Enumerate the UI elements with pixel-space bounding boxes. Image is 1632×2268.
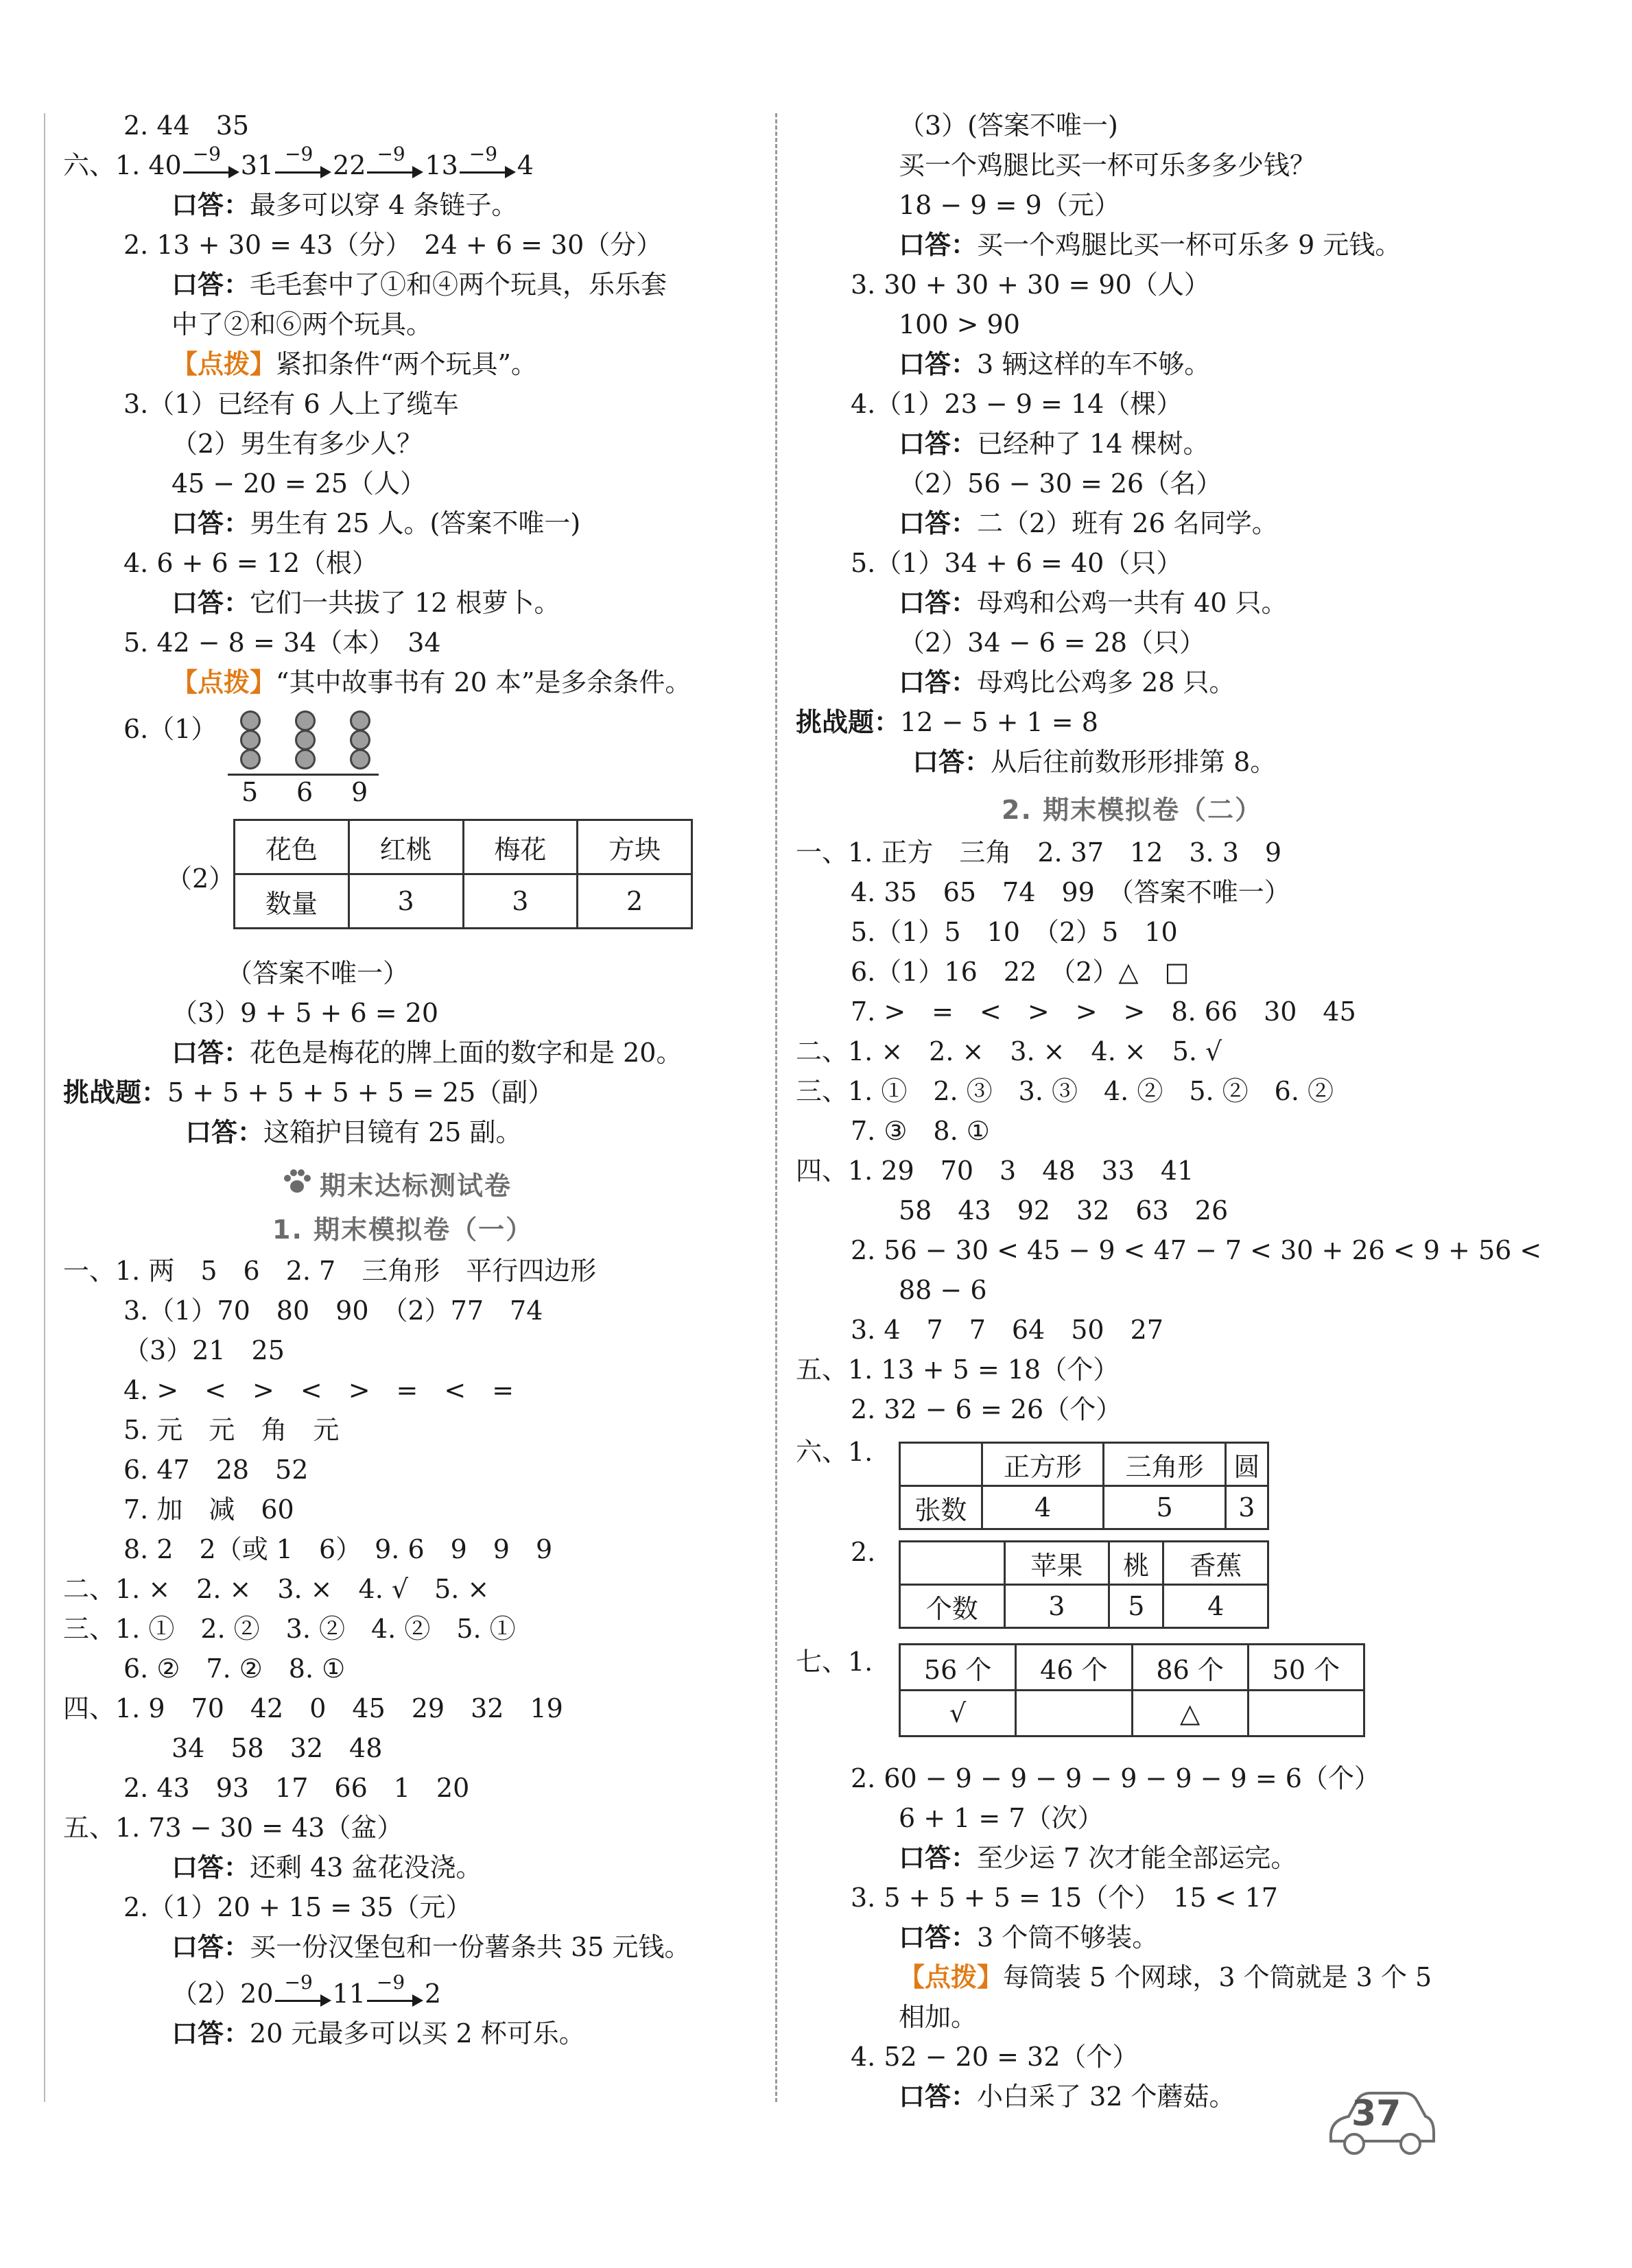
answer-line: 6 + 1 = 7（次） <box>899 1803 1104 1833</box>
bead <box>240 749 261 769</box>
page-number: 37 <box>1351 2093 1402 2134</box>
answer-line: （2）34 − 6 = 28（只） <box>899 628 1206 658</box>
answer-line: 4. 6 + 6 = 12（根） <box>123 548 379 578</box>
card-suit-table: 花色 红桃 梅花 方块 数量 3 3 2 <box>233 819 693 929</box>
answer-line: 口答：小白采了 32 个蘑菇。 <box>899 2081 1235 2112</box>
bead-label: 6 <box>296 777 314 807</box>
bead <box>295 730 316 750</box>
answer-line: 3. 30 + 30 + 30 = 90（人） <box>851 270 1210 300</box>
answer-line: 口答：毛毛套中了①和④两个玩具，乐乐套 <box>172 270 667 300</box>
left-column <box>63 103 756 2112</box>
arrow-icon: −9 <box>367 158 423 178</box>
answer-line: 2. 43 93 17 66 1 20 <box>123 1773 470 1803</box>
bead-baseline <box>228 774 379 776</box>
answer-line: 三、1. ① 2. ③ 3. ③ 4. ② 5. ② 6. ② <box>796 1076 1334 1106</box>
answer-line: 6.（1） <box>123 714 217 744</box>
answer-line: 五、1. 13 + 5 = 18（个） <box>796 1354 1120 1385</box>
challenge-line: 挑战题：5 + 5 + 5 + 5 + 5 = 25（副） <box>63 1077 554 1108</box>
paw-icon <box>283 1169 311 1201</box>
bead <box>350 730 370 750</box>
answer-line: 18 − 9 = 9（元） <box>899 190 1120 220</box>
answer-line: 2. 13 + 30 = 43（分） 24 + 6 = 30（分） <box>123 230 663 260</box>
answer-line: 三、1. ① 2. ② 3. ② 4. ② 5. ① <box>63 1614 516 1644</box>
page-number-badge <box>1323 2085 1439 2167</box>
answer-line: 五、1. 73 − 30 = 43（盆） <box>63 1813 403 1843</box>
answer-line: 口答：买一份汉堡包和一份薯条共 35 元钱。 <box>172 1932 691 1962</box>
answer-line: 45 − 20 = 25（人） <box>172 468 427 499</box>
answer-line: 口答：20 元最多可以买 2 杯可乐。 <box>172 2018 585 2049</box>
answer-line: 口答：已经种了 14 棵树。 <box>899 429 1209 459</box>
answer-line: 7. ③ 8. ① <box>851 1116 990 1146</box>
left-margin-line <box>44 113 45 2102</box>
answer-line: 口答：母鸡比公鸡多 28 只。 <box>899 667 1235 697</box>
answer-line: 二、1. × 2. × 3. × 4. × 5. √ <box>796 1036 1222 1066</box>
answer-line: 2. 60 − 9 − 9 − 9 − 9 − 9 − 9 = 6（个） <box>851 1763 1380 1793</box>
bead <box>240 730 261 750</box>
arrow-icon: −9 <box>275 158 331 178</box>
answer-line: 5. 42 − 8 = 34（本） 34 <box>123 628 441 658</box>
answer-line: 7. > = < > > > 8. 66 30 45 <box>851 996 1356 1027</box>
arrow-icon: −9 <box>275 1986 331 2007</box>
bead <box>240 711 261 731</box>
answer-line: 6.（1）16 22 （2）△ □ <box>851 957 1190 987</box>
answer-line: 口答：二（2）班有 26 名同学。 <box>899 508 1278 538</box>
answer-line: 2. 56 − 30 < 45 − 9 < 47 − 7 < 30 + 26 < 9 + 56 < <box>851 1235 1542 1265</box>
answer-line: 一、1. 两 5 6 2. 7 三角形 平行四边形 <box>63 1256 597 1286</box>
answer-line: 二、1. × 2. × 3. × 4. √ 5. × <box>63 1574 490 1604</box>
answer-line: （3）21 25 <box>123 1335 285 1365</box>
right-column <box>796 103 1564 2112</box>
answer-line: 七、1. <box>796 1647 873 1677</box>
answer-line: 5.（1）5 10 （2）5 10 <box>851 917 1178 947</box>
choice-table: 56 个 46 个 86 个 50 个 √ △ <box>899 1643 1365 1737</box>
answer-line: （2）男生有多少人？ <box>172 429 423 459</box>
challenge-line: 挑战题：12 − 5 + 1 = 8 <box>796 707 1098 737</box>
section-subheading: 1. 期末模拟卷（一） <box>272 1215 534 1245</box>
column-divider <box>775 113 777 2102</box>
answer-line: （2）56 − 30 = 26（名） <box>899 468 1222 499</box>
answer-line: 6. ② 7. ② 8. ① <box>123 1654 346 1684</box>
bead-label: 9 <box>351 777 368 807</box>
answer-line: 2. 32 − 6 = 26（个） <box>851 1394 1122 1424</box>
answer-line: 100 > 90 <box>899 309 1020 339</box>
answer-line: 34 58 32 48 <box>172 1733 383 1763</box>
answer-line: 5. 元 元 角 元 <box>123 1415 340 1445</box>
answer-line: 2. <box>851 1537 876 1567</box>
bead <box>350 711 370 731</box>
answer-line: 3. 5 + 5 + 5 = 15（个） 15 < 17 <box>851 1883 1278 1913</box>
answer-line: 3.（1）70 80 90 （2）77 74 <box>123 1296 543 1326</box>
answer-line: 四、1. 29 70 3 48 33 41 <box>796 1156 1194 1186</box>
answer-line-chain: 六、1. 40 −9 31 −9 22 −9 13 −9 4 <box>63 142 534 180</box>
answer-line: 口答：至少运 7 次才能全部运完。 <box>899 1843 1297 1873</box>
arrow-icon: −9 <box>367 1986 423 2007</box>
answer-line: 58 43 92 32 63 26 <box>899 1195 1229 1226</box>
answer-line: 口答：这箱护目镜有 25 副。 <box>185 1117 522 1147</box>
bead <box>295 711 316 731</box>
arrow-icon: −9 <box>183 158 239 178</box>
fruit-count-table: 苹果 桃 香蕉 个数 3 5 4 <box>899 1540 1269 1629</box>
answer-line: 口答：母鸡和公鸡一共有 40 只。 <box>899 588 1288 618</box>
section-subheading: 2. 期末模拟卷（二） <box>1002 795 1263 825</box>
answer-line: 4. 35 65 74 99 （答案不唯一） <box>851 877 1290 907</box>
answer-line: 四、1. 9 70 42 0 45 29 32 19 <box>63 1693 563 1723</box>
answer-line: 6. 47 28 52 <box>123 1455 309 1485</box>
hint-line: 【点拨】“其中故事书有 20 本”是多余条件。 <box>172 667 691 697</box>
answer-line: 中了②和⑥两个玩具。 <box>172 309 433 339</box>
answer-line: 口答：它们一共拔了 12 根萝卜。 <box>172 588 560 618</box>
answer-line: 4.（1）23 − 9 = 14（棵） <box>851 389 1183 419</box>
answer-line: 买一个鸡腿比买一杯可乐多多少钱？ <box>899 150 1316 180</box>
answer-line: 2. 44 35 <box>123 110 250 141</box>
answer-line: 口答：3 个筒不够装。 <box>899 1922 1159 1953</box>
answer-line: 2.（1）20 + 15 = 35（元） <box>123 1892 472 1922</box>
answer-line: （3）9 + 5 + 6 = 20 <box>172 998 439 1028</box>
answer-line: 口答：最多可以穿 4 条链子。 <box>172 190 518 220</box>
section-heading: 期末达标测试卷 <box>283 1165 512 1202</box>
answer-line: （答案不唯一） <box>226 958 410 988</box>
answer-line: 7. 加 减 60 <box>123 1494 294 1525</box>
answer-line: 3.（1）已经有 6 人上了缆车 <box>123 389 459 419</box>
answer-line: 口答：花色是梅花的牌上面的数字和是 20。 <box>172 1038 683 1068</box>
answer-line: 口答：从后往前数形形排第 8。 <box>912 747 1277 777</box>
answer-line: 8. 2 2（或 1 6） 9. 6 9 9 9 <box>123 1534 553 1564</box>
hint-line: 【点拨】紧扣条件“两个玩具”。 <box>172 348 537 379</box>
arrow-icon: −9 <box>460 158 516 178</box>
answer-line: 4. 52 − 20 = 32（个） <box>851 2042 1139 2072</box>
answer-line: 5.（1）34 + 6 = 40（只） <box>851 548 1183 578</box>
answer-line-chain: （2）20 −9 11 −9 2 <box>172 1970 442 2009</box>
bead-label: 5 <box>241 777 259 807</box>
answer-line: 口答：男生有 25 人。(答案不唯一) <box>172 508 581 538</box>
answer-line: 口答：还剩 43 盆花没浇。 <box>172 1852 482 1883</box>
answer-line: 口答：买一个鸡腿比买一杯可乐多 9 元钱。 <box>899 230 1402 260</box>
answer-line: 3. 4 7 7 64 50 27 <box>851 1315 1163 1345</box>
answer-line: 口答：3 辆这样的车不够。 <box>899 349 1211 379</box>
answer-line: （2） <box>166 863 235 894</box>
answer-line: 一、1. 正方 三角 2. 37 12 3. 3 9 <box>796 837 1282 868</box>
answer-line: 88 − 6 <box>899 1275 987 1305</box>
bead <box>350 749 370 769</box>
answer-line: 相加。 <box>899 2002 978 2032</box>
shape-count-table: 正方形 三角形 圆 张数 4 5 3 <box>899 1442 1269 1530</box>
answer-line: （3）(答案不唯一) <box>899 110 1118 141</box>
bead <box>295 749 316 769</box>
answer-line: 4. > < > < > = < = <box>123 1375 515 1405</box>
hint-line: 【点拨】每筒装 5 个网球，3 个筒就是 3 个 5 <box>899 1961 1432 1992</box>
answer-line: 六、1. <box>796 1437 873 1467</box>
